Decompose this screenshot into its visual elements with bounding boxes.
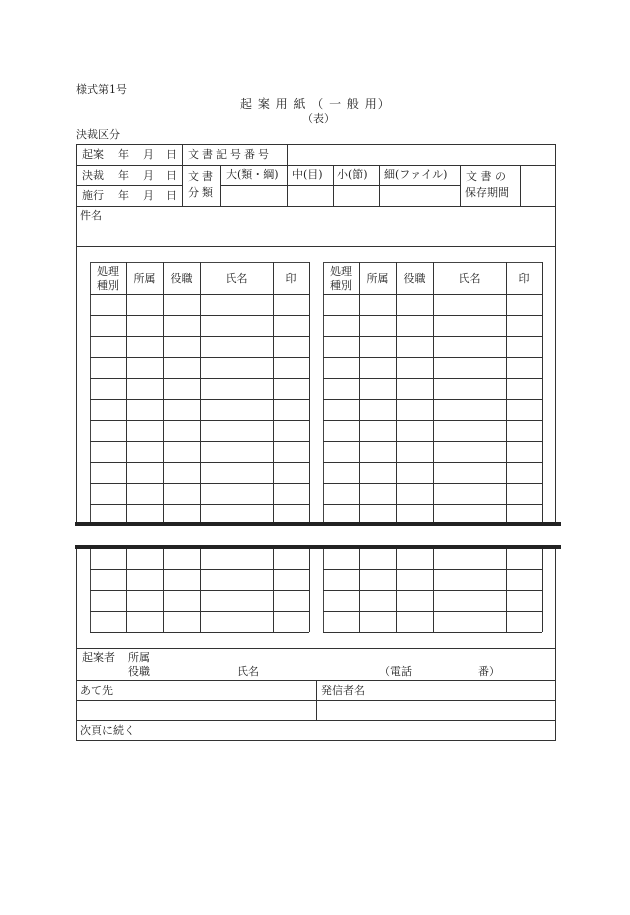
- grid-line: [90, 399, 309, 400]
- grid-line: [323, 420, 542, 421]
- grid-line: [90, 569, 309, 570]
- form-number: 様式第1号: [76, 83, 127, 96]
- rule: [287, 165, 288, 206]
- year-label: 年: [118, 148, 129, 161]
- year-label: 年: [118, 169, 129, 182]
- form-title: 起 案 用 紙 （ 一 般 用）: [240, 97, 391, 111]
- grid-line: [90, 336, 309, 337]
- grid-line: [359, 262, 360, 525]
- rule: [76, 720, 556, 721]
- grid-line: [323, 611, 542, 612]
- day-label: 日: [166, 169, 177, 182]
- rule: [379, 165, 380, 206]
- header-position: 役職: [170, 272, 193, 285]
- month-label: 月: [143, 148, 154, 161]
- grid-line: [90, 611, 309, 612]
- month-label: 月: [143, 189, 154, 202]
- grid-line: [90, 294, 309, 295]
- position-label: 役職: [128, 665, 150, 678]
- grid-line: [433, 262, 434, 525]
- grid-line: [323, 294, 542, 295]
- doc-number-label: 文書記号番号: [188, 148, 272, 161]
- grid-line: [323, 378, 542, 379]
- grid-line: [163, 262, 164, 525]
- grid-line: [323, 590, 542, 591]
- drafter-label: 起案者: [82, 651, 115, 664]
- grid-line: [506, 262, 507, 525]
- decision-section-label: 決裁区分: [76, 128, 120, 141]
- header-processing: 処理: [97, 265, 119, 278]
- rule: [287, 144, 288, 165]
- rule: [182, 144, 183, 206]
- name-label: 氏名: [237, 665, 259, 678]
- grid-line: [323, 483, 542, 484]
- header-seal: 印: [518, 272, 530, 285]
- rule: [76, 700, 556, 701]
- continued-label: 次頁に続く: [80, 724, 135, 737]
- phone-suffix: 番）: [478, 665, 500, 678]
- grid-line: [90, 441, 309, 442]
- drafted-label: 起案: [82, 148, 104, 161]
- grid-line: [309, 262, 310, 525]
- recipient-label: あて先: [80, 684, 113, 697]
- enforced-label: 施行: [82, 189, 104, 202]
- grid-line: [90, 590, 309, 591]
- form-subtitle: （表）: [302, 112, 335, 125]
- header-affiliation: 所属: [133, 272, 156, 285]
- grid-line: [90, 462, 309, 463]
- doc-class-label-2: 分類: [188, 186, 216, 199]
- grid-line: [323, 462, 542, 463]
- grid-line: [273, 262, 274, 525]
- class-large-label: 大(類・綱): [226, 168, 279, 181]
- affiliation-label: 所属: [128, 651, 150, 664]
- grid-line: [90, 378, 309, 379]
- header-name: 氏名: [225, 272, 248, 285]
- header-type: 種別: [97, 279, 119, 292]
- grid-line: [309, 548, 310, 632]
- grid-line: [323, 315, 542, 316]
- header-position: 役職: [403, 272, 426, 285]
- grid-line: [396, 262, 397, 525]
- rule: [460, 165, 461, 206]
- grid-line: [542, 262, 543, 525]
- class-small-label: 小(節): [337, 168, 368, 181]
- header-type: 種別: [330, 279, 352, 292]
- month-label: 月: [143, 169, 154, 182]
- break-gap: [75, 526, 561, 545]
- grid-line: [90, 632, 309, 633]
- day-label: 日: [166, 189, 177, 202]
- grid-line: [323, 569, 542, 570]
- grid-line: [323, 357, 542, 358]
- grid-line: [323, 632, 542, 633]
- year-label: 年: [118, 189, 129, 202]
- subject-label: 件名: [80, 209, 102, 222]
- rule: [220, 185, 460, 186]
- decided-label: 決裁: [82, 169, 104, 182]
- rule: [76, 185, 182, 186]
- grid-line: [323, 441, 542, 442]
- grid-line: [542, 548, 543, 632]
- page-break-bottom: [75, 545, 561, 549]
- grid-line: [126, 262, 127, 525]
- rule: [333, 165, 334, 206]
- header-seal: 印: [285, 272, 297, 285]
- class-medium-label: 中(目): [292, 168, 323, 181]
- phone-label: （電話: [379, 665, 412, 678]
- grid-line: [90, 420, 309, 421]
- doc-class-label-1: 文書: [188, 170, 216, 183]
- rule: [76, 246, 556, 247]
- grid-line: [90, 483, 309, 484]
- header-name: 氏名: [458, 272, 481, 285]
- rule: [76, 648, 556, 649]
- grid-line: [323, 504, 542, 505]
- rule: [520, 165, 521, 206]
- grid-line: [90, 504, 309, 505]
- rule: [76, 206, 556, 207]
- rule: [76, 165, 556, 166]
- sender-label: 発信者名: [321, 684, 365, 697]
- rule: [220, 165, 221, 206]
- day-label: 日: [166, 148, 177, 161]
- header-affiliation: 所属: [366, 272, 389, 285]
- grid-line: [200, 262, 201, 525]
- grid-line: [323, 399, 542, 400]
- class-fine-label: 細(ファイル): [384, 168, 448, 181]
- header-processing: 処理: [330, 265, 352, 278]
- grid-line: [323, 336, 542, 337]
- retention-label-2: 保存期間: [465, 186, 509, 199]
- grid-line: [90, 315, 309, 316]
- grid-line: [90, 357, 309, 358]
- retention-label-1: 文 書 の: [466, 170, 506, 183]
